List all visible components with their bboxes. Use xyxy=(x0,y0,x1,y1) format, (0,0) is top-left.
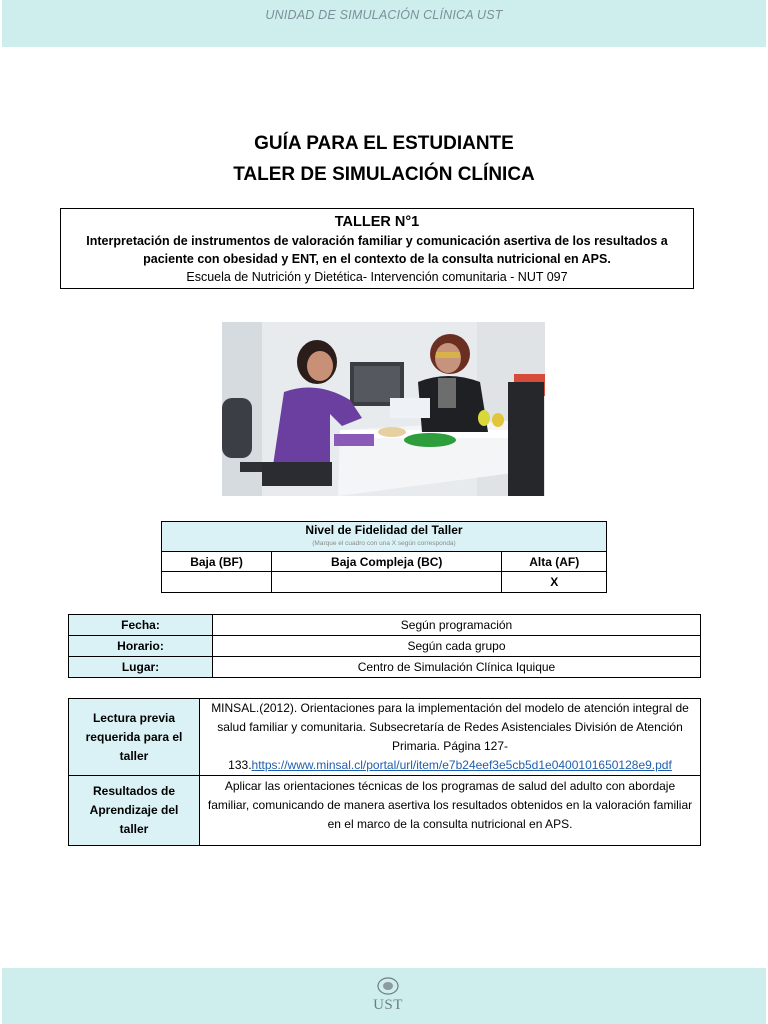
title-line-1: GUÍA PARA EL ESTUDIANTE xyxy=(254,133,514,154)
table-row xyxy=(69,657,701,678)
reading-label: Lectura previa requerida para el taller xyxy=(69,699,200,776)
reading-text: MINSAL.(2012). Orientaciones para la implementación del modelo de atención integral de salud familiar y comunitaria. Subsecretaría de Redes Asistenciales División de Atención Primaria. Página 127-133. xyxy=(211,701,689,772)
time-value: Según cada grupo xyxy=(213,636,701,657)
place-value: Centro de Simulación Clínica Iquique xyxy=(213,657,701,678)
simulation-photo-illustration xyxy=(222,322,545,496)
fidelity-title: Nivel de Fidelidad del Taller xyxy=(305,523,463,537)
outcomes-value: Aplicar las orientaciones técnicas de los programas de salud del adulto con abordaje familiar, comunicando de manera asertiva los resultados obtenidos en la valoración familiar en el marco de la consulta nutricional en APS. xyxy=(200,776,701,846)
ust-logo xyxy=(373,975,403,1019)
header-text: UNIDAD DE SIMULACIÓN CLÍNICA UST xyxy=(265,8,503,22)
reading-table xyxy=(68,698,701,846)
outcomes-label: Resultados de Aprendizaje del taller xyxy=(69,776,200,846)
workshop-school: Escuela de Nutrición y Dietética- Intervención comunitaria - NUT 097 xyxy=(186,270,568,284)
table-row xyxy=(69,615,701,636)
place-label: Lugar: xyxy=(69,657,213,678)
fidelity-column-low-complex: Baja Compleja (BC) xyxy=(272,552,502,572)
fidelity-column-low: Baja (BF) xyxy=(162,552,272,572)
fidelity-value-low-complex xyxy=(272,572,502,593)
page-header xyxy=(2,0,766,47)
fidelity-value-high: X xyxy=(502,572,607,593)
table-row xyxy=(69,636,701,657)
document-title xyxy=(0,128,768,190)
table-row xyxy=(69,776,701,846)
fidelity-table xyxy=(161,521,607,593)
time-label: Horario: xyxy=(69,636,213,657)
simulation-photo xyxy=(222,322,545,496)
table-row xyxy=(69,699,701,776)
schedule-table xyxy=(68,614,701,678)
workshop-number: TALLER N°1 xyxy=(334,214,420,230)
logo-text: UST xyxy=(373,997,403,1013)
title-line-2: TALER DE SIMULACIÓN CLÍNICA xyxy=(233,164,535,185)
workshop-description: Interpretación de instrumentos de valoración familiar y comunicación asertiva de los resultados a paciente con obesidad y ENT, en el contexto de la consulta nutricional en APS. xyxy=(86,234,668,266)
reading-value xyxy=(200,699,701,776)
fidelity-value-low xyxy=(162,572,272,593)
crest-icon xyxy=(373,975,403,997)
workshop-box xyxy=(60,208,694,289)
fidelity-header xyxy=(162,522,607,552)
date-value: Según programación xyxy=(213,615,701,636)
fidelity-column-high: Alta (AF) xyxy=(502,552,607,572)
date-label: Fecha: xyxy=(69,615,213,636)
reading-link[interactable]: https://www.minsal.cl/portal/url/item/e7b24eef3e5cb5d1e0400101650128e9.pdf xyxy=(251,758,672,772)
fidelity-note: (Marque el cuadro con una X según corresponda) xyxy=(312,540,456,547)
